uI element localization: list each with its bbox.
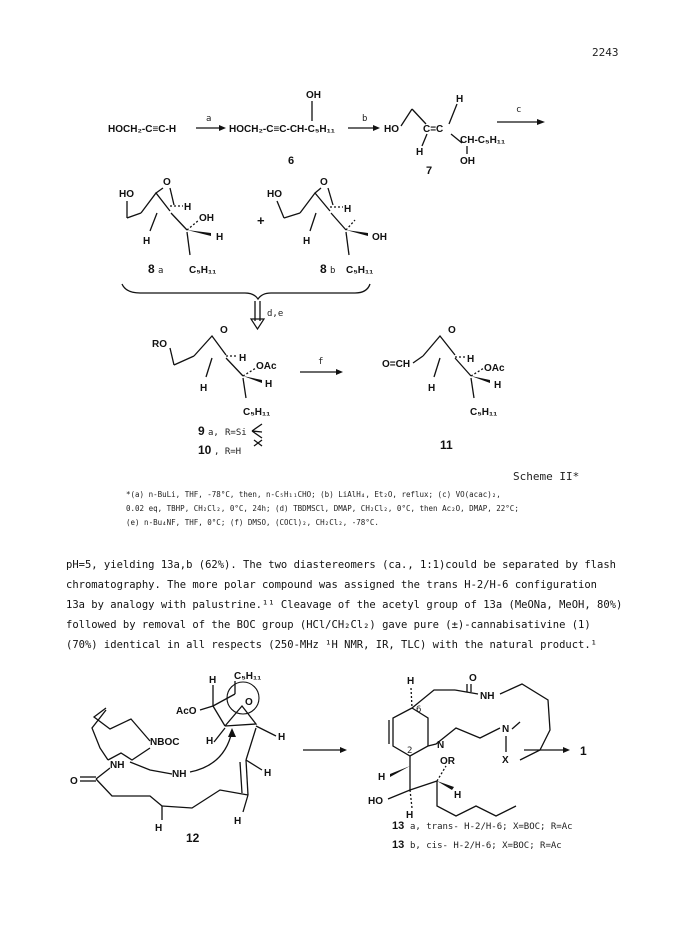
compound-11-c5: C₅H₁₁ bbox=[470, 407, 498, 418]
compound-12-ring-left bbox=[108, 748, 150, 760]
compound-13b-caption: b, cis- H-2/H-6; X=BOC; R=Ac bbox=[410, 841, 562, 851]
paragraph-line-4: followed by removal of the BOC group (HCl/CH₂Cl₂) gave pure (±)-cannabisativine (1) bbox=[66, 619, 591, 631]
arrow-a-label: a bbox=[206, 114, 212, 124]
compound-12-h3: H bbox=[206, 736, 214, 747]
compound-11-h3: H bbox=[428, 383, 436, 394]
compound-12-ring-bottom bbox=[96, 779, 162, 806]
compound-9-b1 bbox=[170, 348, 174, 365]
compound-9-h1: H bbox=[239, 353, 247, 364]
compound-13-h-top: H bbox=[407, 676, 415, 687]
body-paragraph bbox=[66, 555, 626, 655]
compound-12-nh1: NH bbox=[110, 760, 125, 771]
compound-8b-b3 bbox=[310, 213, 316, 231]
compound-6: HOCH₂-C≡C-CH-C₅H₁₁ bbox=[229, 124, 335, 135]
arrow-f-head bbox=[336, 369, 343, 375]
compound-10-label: 10 bbox=[198, 443, 212, 457]
compound-9-b2 bbox=[174, 356, 194, 365]
arrow-a-head bbox=[219, 125, 226, 131]
compound-13-b4 bbox=[388, 790, 410, 799]
compound-11-b1 bbox=[413, 356, 423, 363]
compound-9-h3: H bbox=[200, 383, 208, 394]
compound-12-b6 bbox=[256, 726, 276, 736]
arrow-c-label: c bbox=[516, 105, 522, 115]
compound-8b-epo-o1 bbox=[315, 188, 321, 193]
compound-8a-wedge bbox=[187, 230, 211, 236]
compound-8b-b2 bbox=[284, 213, 300, 218]
compound-7-chain: CH-C₅H₁₁ bbox=[460, 135, 506, 146]
compound-13-pos2: 2 bbox=[407, 746, 413, 756]
compound-8a-epo-o1 bbox=[156, 188, 163, 193]
compound-13-pos6: 6 bbox=[416, 705, 422, 715]
compound-12-b7 bbox=[214, 728, 225, 742]
compound-13-n1: N bbox=[437, 740, 445, 751]
compound-7-bond3 bbox=[449, 104, 457, 124]
compound-13-b5 bbox=[410, 790, 412, 808]
compound-9-r: R=Si bbox=[225, 428, 247, 438]
compound-8a-oh: OH bbox=[199, 213, 214, 224]
compound-12-b11 bbox=[243, 795, 248, 812]
compound-8b-o: O bbox=[320, 177, 328, 188]
compound-13-macro bbox=[500, 684, 550, 760]
compound-6-oh: OH bbox=[306, 90, 321, 101]
compound-8a-label: 8 bbox=[148, 262, 155, 276]
compound-10-r: , R=H bbox=[214, 447, 242, 457]
compound-12-b10 bbox=[246, 760, 262, 770]
compound-8a-b4 bbox=[171, 213, 187, 230]
compound-9-o: O bbox=[220, 325, 228, 336]
compound-12-amide bbox=[96, 768, 110, 779]
compound-8b-b4 bbox=[331, 213, 346, 230]
compound-8a-label-sub: a bbox=[158, 266, 164, 276]
arrow-b-label: b bbox=[362, 114, 368, 124]
paragraph-line-1: pH=5, yielding 13a,b (62%). The two diastereomers (ca., 1:1)could be separated by flash bbox=[66, 559, 616, 571]
compound-8a-h2: H bbox=[143, 236, 151, 247]
compound-7-h-top: H bbox=[456, 94, 464, 105]
compound-12-b9 bbox=[246, 728, 256, 760]
bracket-brace bbox=[122, 284, 370, 299]
compound-7-bond2 bbox=[412, 109, 426, 124]
compound-9-c5: C₅H₁₁ bbox=[243, 407, 271, 418]
compound-11-h2: H bbox=[494, 380, 502, 391]
compound-8b-epo-o2 bbox=[328, 188, 333, 205]
compound-8a-b5 bbox=[187, 220, 199, 230]
compound-12-h6: H bbox=[234, 816, 242, 827]
compound-8b-oh: OH bbox=[372, 232, 387, 243]
compound-7-label: 7 bbox=[426, 165, 433, 177]
compound-11-dash2 bbox=[471, 368, 484, 376]
footnote-line-1: *(a) n-BuLi, THF, -78°C, then, n-C₅H₁₁CHO; (b) LiAlH₄, Et₂O, reflux; (c) VO(acac)₂, bbox=[126, 490, 501, 499]
compound-13-nh: NH bbox=[480, 691, 495, 702]
compound-13-ho: HO bbox=[368, 796, 383, 807]
compound-12-b1 bbox=[200, 706, 213, 710]
product-1-label: 1 bbox=[580, 744, 587, 758]
paragraph-line-3: 13a by analogy with palustrine.¹¹ Cleavage of the acetyl group of 13a (MeONa, MeOH, 80%) bbox=[66, 599, 623, 611]
compound-11-och: O=CH bbox=[382, 359, 411, 370]
compound-13-o: O bbox=[469, 673, 477, 684]
compound-12-b5 bbox=[213, 706, 225, 726]
paragraph-line-2: chromatography. The more polar compound was assigned the trans H-2/H-6 configuration bbox=[66, 579, 598, 591]
compound-13-or: OR bbox=[440, 756, 455, 767]
compound-9-b3 bbox=[206, 358, 212, 377]
plus-sign: + bbox=[257, 213, 265, 228]
compound-8b-dash2 bbox=[346, 220, 355, 230]
scheme-title: Scheme II* bbox=[513, 470, 580, 483]
compound-7-h-bottom: H bbox=[416, 147, 424, 158]
compound-13-wedge-h bbox=[390, 766, 410, 777]
compound-12-h4: H bbox=[155, 823, 163, 834]
silyl-symbol bbox=[252, 424, 262, 446]
arrow-f-label: f bbox=[318, 357, 324, 367]
compound-12-b3 bbox=[213, 694, 235, 706]
compound-13-h3: H bbox=[406, 810, 414, 821]
footnote-line-3: (e) n-Bu₄NF, THF, 0°C; (f) DMSO, (COCl)₂, CH₂Cl₂, -78°C. bbox=[126, 518, 379, 527]
reactant-propargyl-alcohol: HOCH₂-C≡C-H bbox=[108, 124, 177, 135]
compound-12-nh2: NH bbox=[172, 769, 187, 780]
compound-8a-o: O bbox=[163, 177, 171, 188]
compound-11-label: 11 bbox=[440, 438, 453, 452]
compound-11-wedge bbox=[471, 376, 490, 383]
compound-8b-b5 bbox=[346, 232, 349, 255]
compound-13-h4: H bbox=[454, 790, 462, 801]
compound-8a-epo-o2 bbox=[170, 188, 174, 205]
compound-8a-h1: H bbox=[184, 202, 192, 213]
compound-12-c5: C₅H₁₁ bbox=[234, 671, 262, 682]
compound-9-wedge bbox=[243, 376, 262, 383]
compound-12-ring-right bbox=[162, 790, 248, 808]
compound-7-bond4 bbox=[422, 134, 427, 146]
compound-9-ro: RO bbox=[152, 339, 167, 350]
compound-12-aco: AcO bbox=[176, 706, 197, 717]
arrow-13-to-1-head bbox=[563, 747, 570, 753]
compound-8a-b6 bbox=[187, 232, 190, 255]
compound-8b-b1 bbox=[277, 201, 284, 218]
compound-8b-ho: HO bbox=[267, 189, 282, 200]
compound-12-o: O bbox=[245, 697, 253, 708]
compound-7-alkene: C=C bbox=[423, 124, 444, 135]
compound-12-h2: H bbox=[278, 732, 286, 743]
compound-9-label: 9 bbox=[198, 424, 205, 438]
compound-12-arrowhead bbox=[228, 728, 236, 737]
compound-8b-wedge bbox=[346, 230, 368, 236]
compound-7-oh: OH bbox=[460, 156, 475, 167]
compound-9-oac: OAc bbox=[256, 361, 277, 372]
compound-13-wedge2 bbox=[437, 781, 454, 790]
compound-7-ho: HO bbox=[384, 124, 399, 135]
compound-12-h1: H bbox=[209, 675, 217, 686]
compound-9-label-sub: a, bbox=[208, 428, 219, 438]
compound-11-b2 bbox=[434, 358, 440, 377]
compound-8b-c5: C₅H₁₁ bbox=[346, 265, 374, 276]
compound-8b-label-sub: b bbox=[330, 266, 336, 276]
compound-13-b1 bbox=[411, 688, 412, 708]
compound-9-epoxide bbox=[194, 336, 226, 356]
compound-13-b7 bbox=[437, 766, 446, 781]
compound-8b-label: 8 bbox=[320, 262, 327, 276]
compound-11-epoxide bbox=[423, 336, 455, 356]
compound-7-bond1 bbox=[401, 109, 412, 126]
compound-12-ring-top bbox=[94, 708, 150, 741]
compound-12-alkene2 bbox=[240, 762, 242, 793]
compound-8a-ho: HO bbox=[119, 189, 134, 200]
compound-8a-h3: H bbox=[216, 232, 224, 243]
compound-8a-b2 bbox=[127, 213, 141, 218]
compound-13-b6 bbox=[410, 781, 437, 790]
compound-12-alkene bbox=[246, 760, 248, 795]
compound-13a-label: 13 bbox=[392, 820, 405, 832]
compound-9-b5 bbox=[243, 378, 246, 398]
compound-8b-h1: H bbox=[344, 204, 352, 215]
arrow-de-head bbox=[251, 319, 264, 329]
compound-13-h2: H bbox=[378, 772, 386, 783]
compound-9-dash2 bbox=[243, 368, 256, 376]
compound-8b-h2: H bbox=[303, 236, 311, 247]
compound-12-label: 12 bbox=[186, 831, 200, 845]
compound-11-oac: OAc bbox=[484, 363, 505, 374]
arrow-12-to-13-head bbox=[340, 747, 347, 753]
arrow-b-head bbox=[373, 125, 380, 131]
compound-13-nx-r bbox=[512, 722, 520, 729]
arrow-de-label: d,e bbox=[267, 309, 284, 319]
compound-12-o2: O bbox=[70, 776, 78, 787]
compound-8a-b3 bbox=[150, 213, 157, 231]
compound-11-h1: H bbox=[467, 354, 475, 365]
compound-12-epoxide bbox=[225, 706, 256, 726]
compound-6-label: 6 bbox=[288, 155, 295, 167]
compound-13-x: X bbox=[502, 755, 509, 766]
compound-13b-label: 13 bbox=[392, 839, 405, 851]
compound-11-b4 bbox=[471, 378, 474, 398]
footnote-line-2: 0.02 eq, TBHP, CH₂Cl₂, 0°C, 24h; (d) TBDMSCl, DMAP, CH₂Cl₂, 0°C, then Ac₂O, DMAP, 22°C; bbox=[126, 504, 519, 513]
compound-12-circle bbox=[227, 682, 259, 714]
compound-9-h2: H bbox=[265, 379, 273, 390]
paragraph-line-5: (70%) identical in all respects (250-MHz ¹H NMR, IR, TLC) with the natural product.¹ bbox=[66, 639, 598, 651]
compound-8b-epoxide bbox=[300, 193, 330, 213]
arrow-c-head bbox=[537, 119, 545, 125]
page-number: 2243 bbox=[592, 46, 619, 59]
compound-13-nx: N bbox=[502, 724, 510, 735]
compound-12-ring-mid bbox=[130, 762, 172, 774]
compound-8a-epoxide bbox=[141, 193, 170, 213]
compound-12-h5: H bbox=[264, 768, 272, 779]
compound-13a-caption: a, trans- H-2/H-6; X=BOC; R=Ac bbox=[410, 822, 573, 832]
compound-12-nboc: NBOC bbox=[150, 737, 180, 748]
compound-11-o: O bbox=[448, 325, 456, 336]
compound-8a-c5: C₅H₁₁ bbox=[189, 265, 217, 276]
